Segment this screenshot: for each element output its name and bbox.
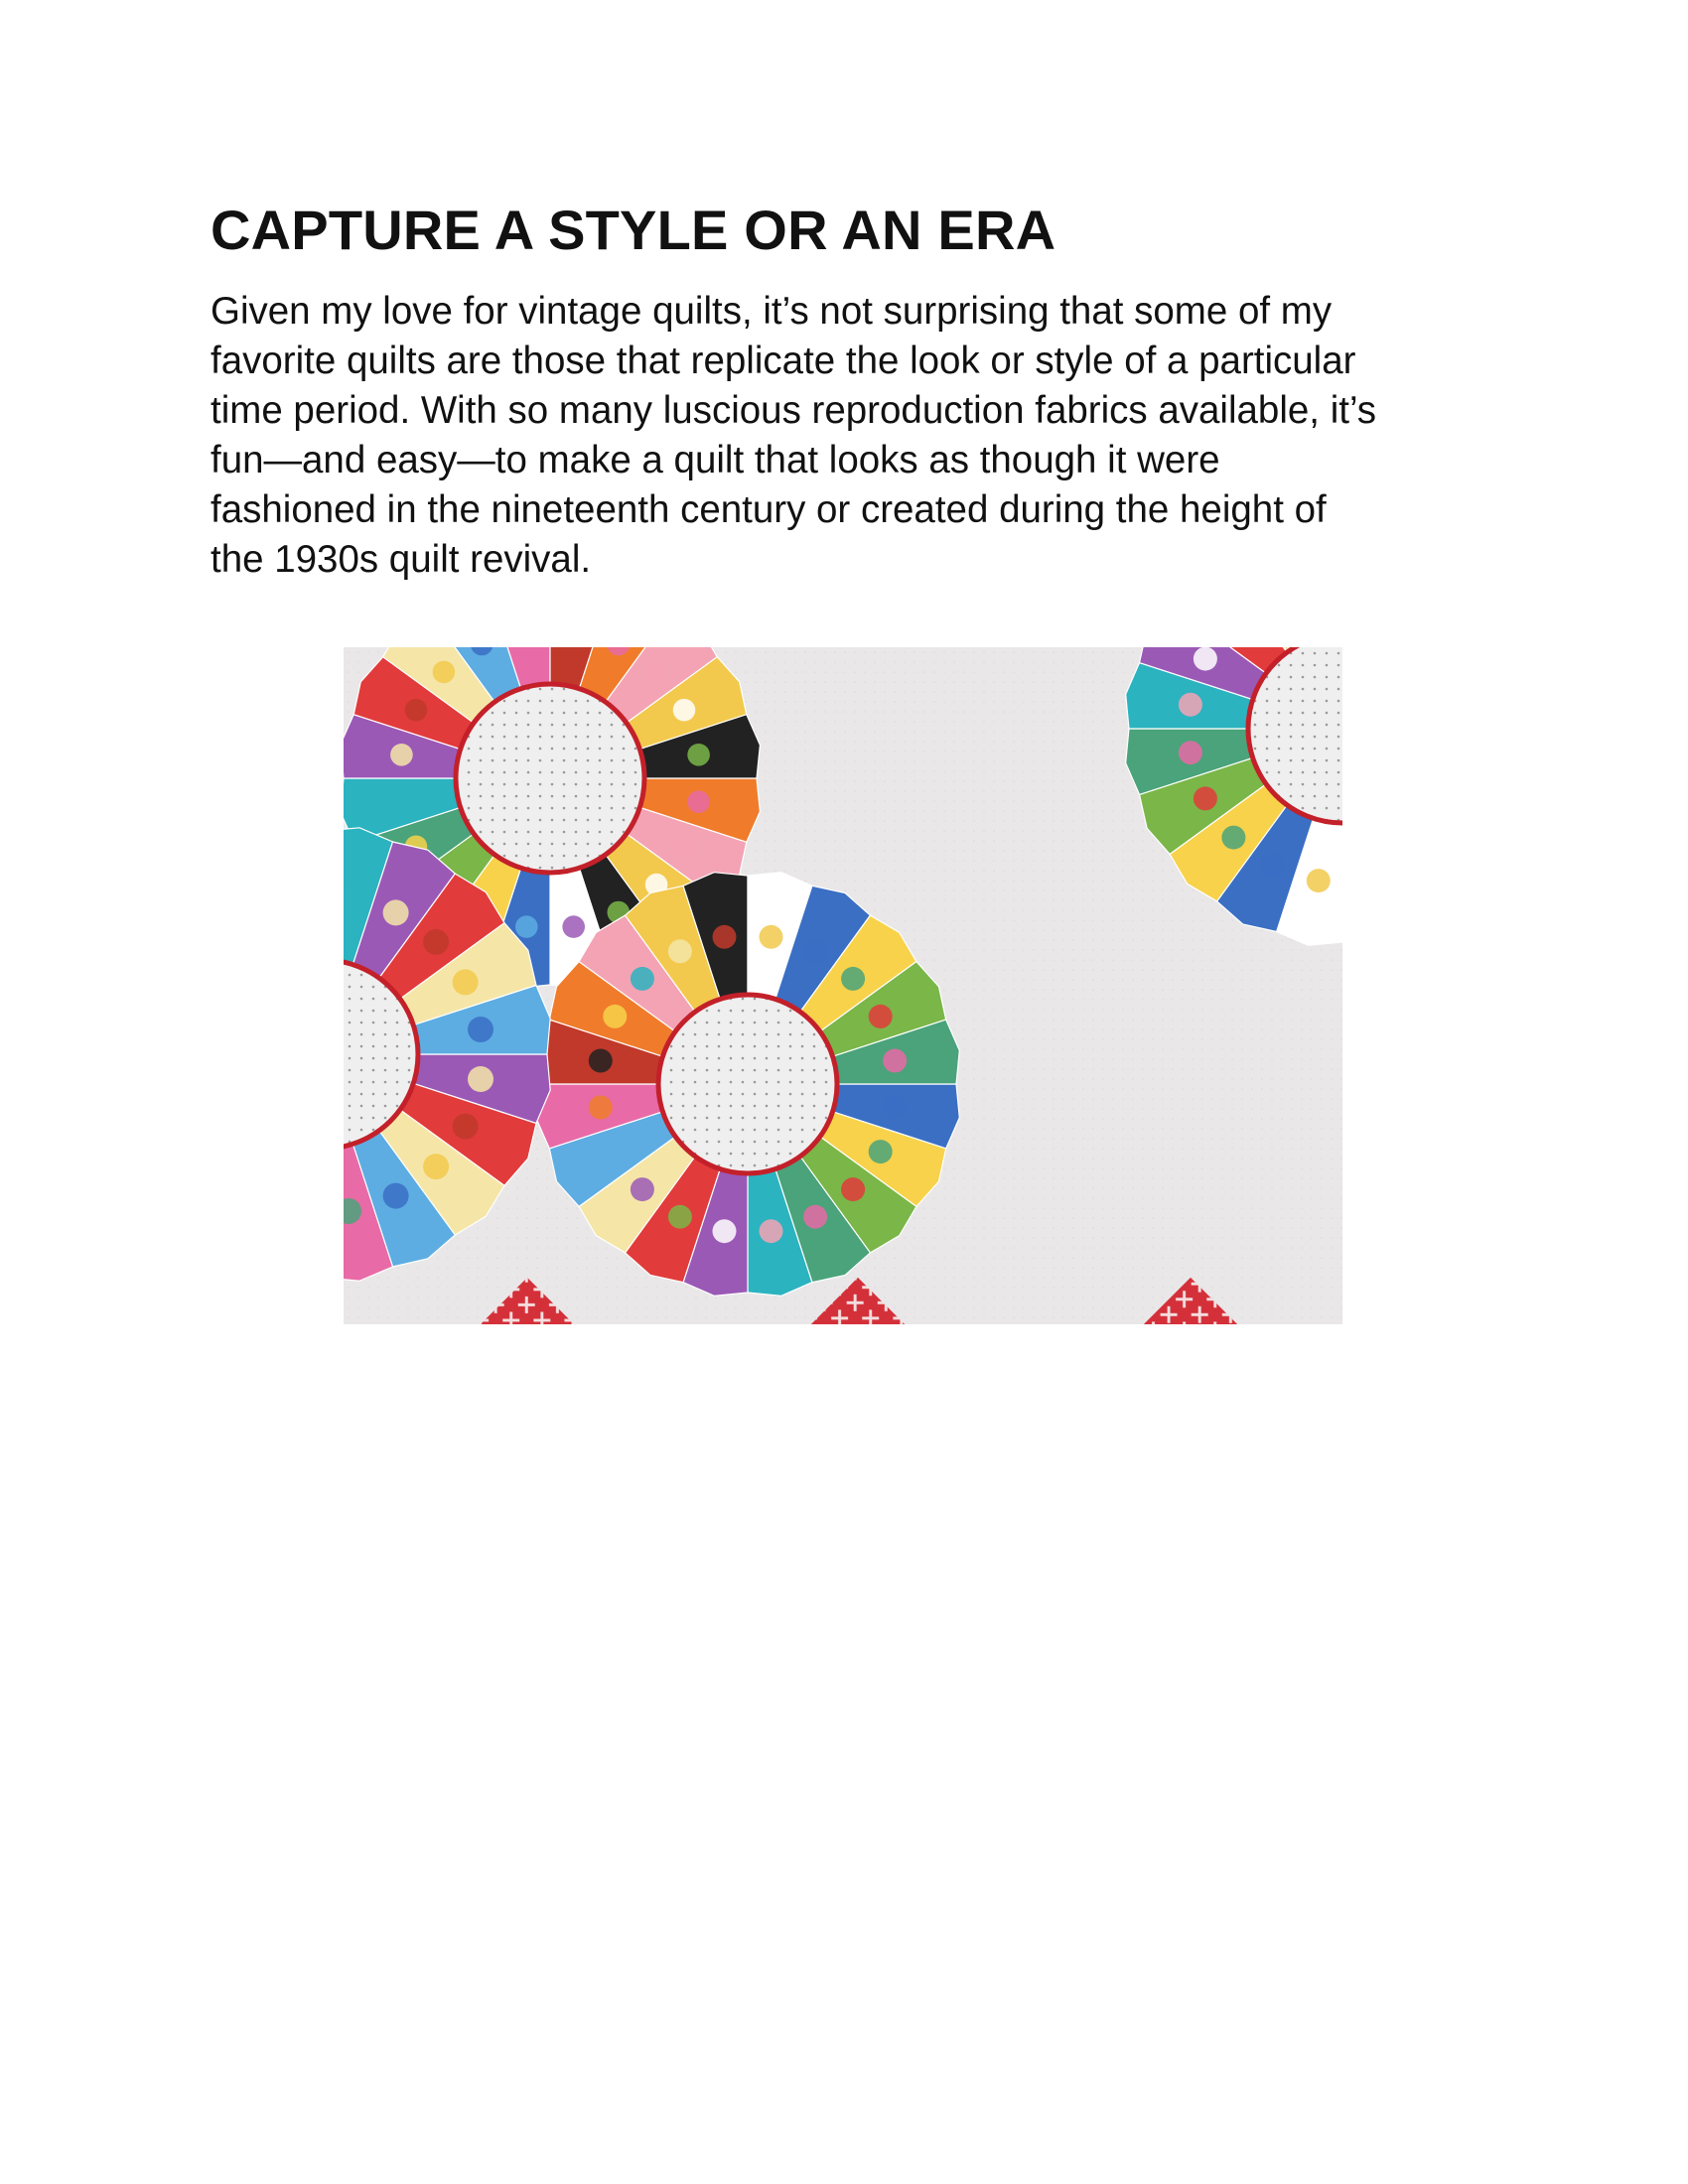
fabric-print: [631, 967, 654, 991]
fabric-print: [603, 1140, 627, 1163]
dresden-plate: [536, 873, 960, 1297]
fabric-print: [760, 1219, 783, 1243]
fabric-print: [869, 1005, 893, 1028]
fabric-print: [645, 661, 668, 684]
fabric-print: [383, 899, 409, 925]
fabric-print: [687, 790, 710, 813]
fabric-print: [468, 1017, 493, 1042]
fabric-print: [841, 967, 865, 991]
quilt-illustration: [344, 647, 1342, 1324]
fabric-print: [673, 836, 696, 859]
fabric-print: [668, 1205, 692, 1229]
fabric-print: [713, 1219, 737, 1243]
fabric-print: [869, 1140, 893, 1163]
fabric-print: [631, 1177, 654, 1201]
fabric-print: [405, 699, 428, 722]
fabric-print: [589, 1049, 613, 1073]
fabric-print: [390, 744, 413, 766]
fabric-print: [1179, 693, 1202, 717]
plate-center: [658, 995, 837, 1173]
fabric-print: [1179, 741, 1202, 764]
fabric-print: [803, 1205, 827, 1229]
fabric-print: [1307, 869, 1331, 892]
fabric-print: [433, 661, 456, 684]
fabric-print: [390, 790, 413, 813]
fabric-print: [603, 1005, 627, 1028]
plate-center: [456, 684, 644, 873]
quilt-photo: [344, 647, 1342, 1324]
fabric-print: [841, 1177, 865, 1201]
fabric-print: [383, 1183, 409, 1209]
fabric-print: [883, 1096, 907, 1120]
fabric-print: [1261, 854, 1285, 878]
fabric-print: [803, 939, 827, 963]
fabric-print: [589, 1096, 613, 1120]
fabric-print: [562, 915, 585, 938]
fabric-print: [423, 1154, 449, 1179]
fabric-print: [515, 915, 538, 938]
fabric-print: [687, 744, 710, 766]
fabric-print: [453, 1114, 479, 1140]
fabric-print: [423, 929, 449, 955]
fabric-print: [1194, 647, 1217, 671]
fabric-print: [760, 925, 783, 949]
fabric-print: [883, 1049, 907, 1073]
fabric-print: [673, 699, 696, 722]
fabric-print: [668, 939, 692, 963]
fabric-print: [1221, 826, 1245, 850]
fabric-print: [1194, 786, 1217, 810]
fabric-print: [453, 969, 479, 995]
fabric-print: [713, 925, 737, 949]
fabric-print: [468, 1066, 493, 1092]
page-title: CAPTURE A STYLE OR AN ERA: [211, 199, 1056, 261]
intro-paragraph: Given my love for vintage quilts, it’s not surprising that some of my favorite quilts are those that replicate the look or style of a particular time period. With so many luscious reproduction fabrics available, it’s fun—and easy—to make a quilt that looks as though it were fashioned in the nineteenth century or created during the height of the 1930s quilt revival.: [211, 290, 1377, 581]
